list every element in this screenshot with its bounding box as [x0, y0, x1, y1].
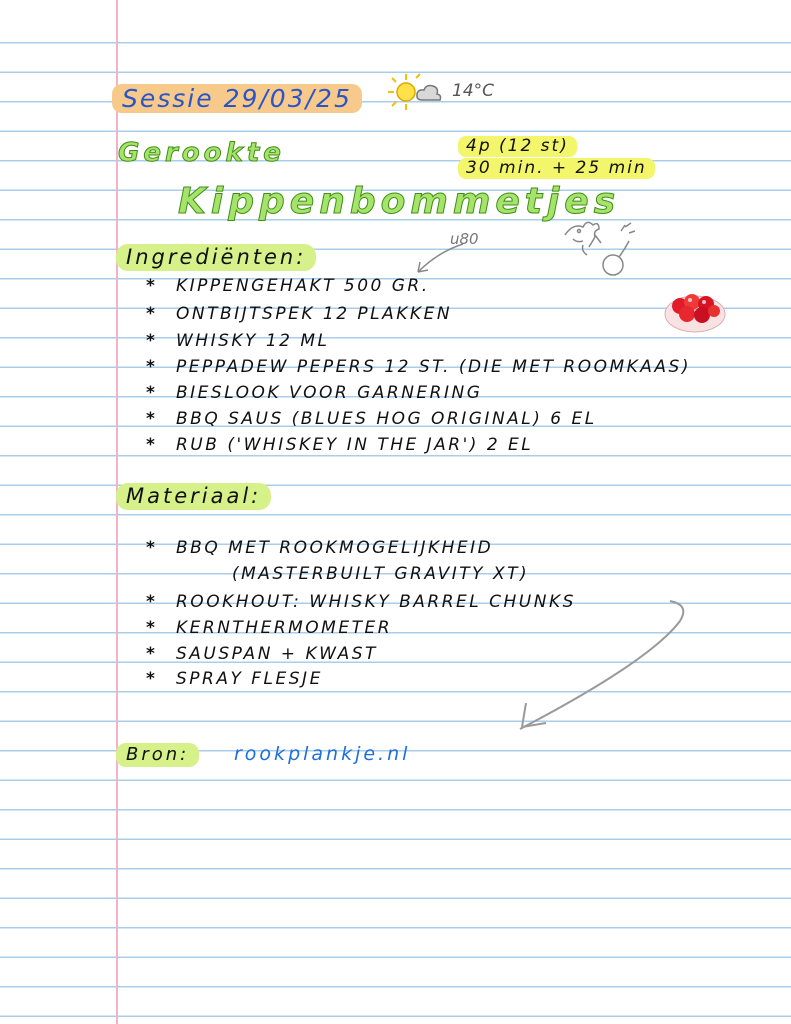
list-item: * KERNTHERMOMETER [146, 618, 393, 638]
list-item: * SPRAY FLESJE [146, 669, 323, 689]
ingredients-note: u80 [450, 230, 479, 248]
bullet-star-icon: * [146, 435, 158, 455]
bullet-star-icon: * [146, 618, 158, 638]
list-item: * SAUSPAN + KWAST [146, 644, 378, 664]
cooking-time: 30 min. + 25 min [458, 158, 655, 179]
bullet-star-icon: * [146, 383, 158, 403]
bullet-star-icon: * [146, 644, 158, 664]
list-item: * BBQ MET ROOKMOGELIJKHEID [146, 538, 494, 558]
list-item-continuation: (MASTERBUILT GRAVITY XT) [232, 564, 530, 584]
bullet-star-icon: * [146, 538, 158, 558]
list-item: * ROOKHOUT: WHISKY BARREL CHUNKS [146, 592, 576, 612]
recipe-title-line1: Gerookte [118, 138, 285, 168]
ingredients-heading: Ingrediënten: [116, 244, 316, 271]
list-item: * BBQ SAUS (BLUES HOG ORIGINAL) 6 EL [146, 409, 597, 429]
bullet-star-icon: * [146, 669, 158, 689]
bullet-star-icon: * [146, 304, 158, 324]
source-label: Bron: [116, 743, 199, 767]
list-item: * KIPPENGEHAKT 500 GR. [146, 276, 430, 296]
materials-heading: Materiaal: [116, 483, 271, 510]
bullet-star-icon: * [146, 276, 158, 296]
servings: 4p (12 st) [458, 136, 577, 157]
list-item: * WHISKY 12 ML [146, 331, 330, 351]
sun-cloud-icon [386, 72, 456, 112]
source-link[interactable]: rookplankje.nl [234, 743, 411, 765]
list-item: * RUB ('WHISKEY IN THE JAR') 2 EL [146, 435, 534, 455]
temperature: 14°C [452, 81, 495, 101]
arrow-icon [500, 595, 700, 735]
chicken-bomb-doodle-icon [555, 205, 645, 285]
bullet-star-icon: * [146, 331, 158, 351]
session-date: Sessie 29/03/25 [112, 84, 362, 113]
list-item: * ONTBIJTSPEK 12 PLAKKEN [146, 304, 453, 324]
bullet-star-icon: * [146, 357, 158, 377]
bullet-star-icon: * [146, 592, 158, 612]
list-item: * BIESLOOK VOOR GARNERING [146, 383, 483, 403]
pepper-bowl-icon [662, 284, 728, 336]
list-item: * PEPPADEW PEPERS 12 ST. (DIE MET ROOMKAAS) [146, 357, 691, 377]
recipe-title-line2: Kippenbommetjes [178, 181, 621, 222]
bullet-star-icon: * [146, 409, 158, 429]
